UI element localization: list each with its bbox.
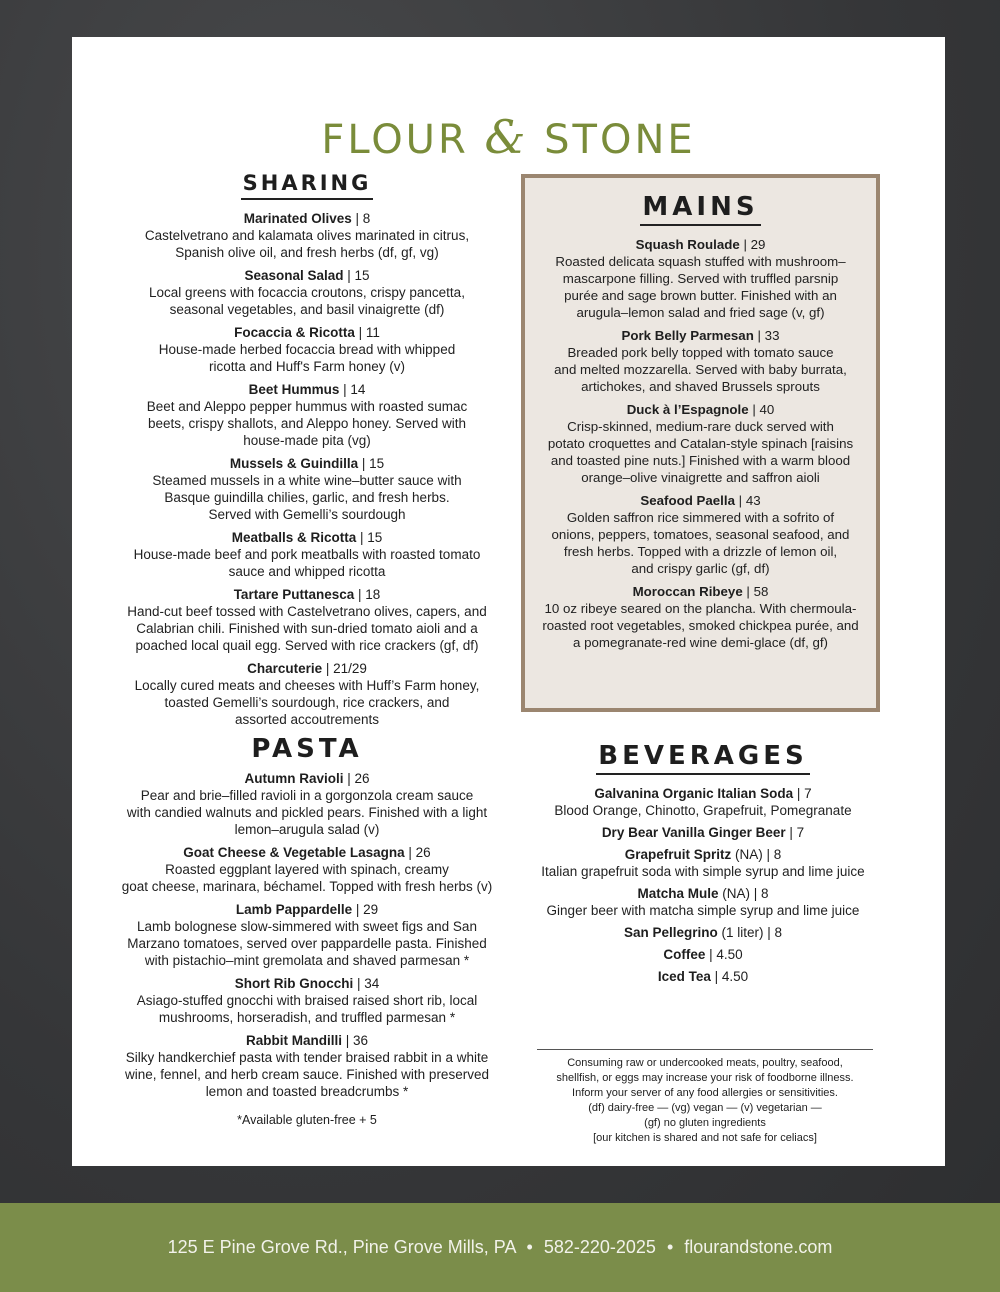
footer-separator: • (666, 1237, 674, 1257)
menu-item (528, 785, 878, 819)
menu-item-header (114, 529, 500, 546)
menu-item-price: | 40 (752, 402, 775, 417)
mains-list (525, 236, 876, 651)
menu-item (528, 885, 878, 919)
menu-item (114, 586, 500, 654)
menu-item-description-line: Basque guindilla chilies, garlic, and fresh herbs. (164, 490, 450, 505)
menu-item (114, 660, 500, 728)
menu-item (114, 324, 500, 375)
menu-item-description-line: Served with Gemelli’s sourdough (208, 507, 406, 522)
menu-item-description-line: goat cheese, marinara, béchamel. Topped with fresh herbs (v) (121, 879, 493, 894)
menu-item-description-line: Hand-cut beef tossed with Castelvetrano olives, capers, and (127, 604, 487, 619)
menu-item-name: Tartare Puttanesca (233, 587, 355, 602)
menu-item-description-line: potato croquettes and Catalan-style spinach [raisins (547, 436, 854, 451)
mains-section (521, 174, 880, 712)
menu-item-name: Autumn Ravioli (244, 771, 344, 786)
beverages-section (528, 741, 878, 990)
menu-item-description-line: orange–olive vinaigrette and saffron aioli (581, 470, 820, 485)
menu-item-price: | 15 (360, 530, 383, 545)
menu-item-price: | 15 (347, 268, 370, 283)
brand-logo (72, 110, 945, 164)
menu-item-description-line: 10 oz ribeye seared on the plancha. With chermoula- (544, 601, 857, 616)
menu-page (72, 37, 945, 1166)
menu-item-name: Moroccan Ribeye (632, 584, 743, 599)
menu-item-price: | 7 (796, 786, 812, 801)
menu-item-header (528, 924, 878, 941)
menu-item (114, 770, 500, 838)
menu-item-description-line: purée and sage brown butter. Finished with an (564, 288, 837, 303)
menu-item-price: | 18 (358, 587, 381, 602)
menu-item-description-line: Italian grapefruit soda with simple syrup and lime juice (541, 864, 865, 879)
menu-item-description-line: Pear and brie–filled ravioli in a gorgonzola cream sauce (140, 788, 474, 803)
menu-item-description-line: Locally cured meats and cheeses with Huff’s Farm honey, (134, 678, 480, 693)
menu-item-header (528, 885, 878, 902)
menu-item (114, 844, 500, 895)
menu-item-description-line: beets, crispy shallots, and Aleppo honey. Served with (148, 416, 466, 431)
menu-item-header (528, 946, 878, 963)
footer-separator: • (526, 1237, 533, 1257)
menu-item-header (525, 401, 876, 418)
menu-item-description-line: Blood Orange, Chinotto, Grapefruit, Pomegranate (554, 803, 852, 818)
menu-item-name: Focaccia & Ricotta (234, 325, 355, 340)
beverages-title: BEVERAGES (596, 741, 809, 775)
menu-item-description-line: lemon–arugula salad (v) (234, 822, 380, 837)
menu-item-description-line: Calabrian chili. Finished with sun-dried tomato aioli and a (136, 621, 478, 636)
menu-item-description-line: seasonal vegetables, and basil vinaigrette (df) (169, 302, 445, 317)
menu-item (525, 236, 876, 321)
menu-item-description-line: mushrooms, horseradish, and truffled parmesan * (158, 1010, 456, 1025)
menu-item-description-line: with pistachio–mint gremolata and shaved parmesan * (144, 953, 470, 968)
menu-item (528, 968, 878, 985)
menu-item-header (114, 267, 500, 284)
menu-item-name: Coffee (663, 947, 706, 962)
menu-item-description-line: and toasted pine nuts.] Finished with a warm blood (550, 453, 851, 468)
menu-item-name: Short Rib Gnocchi (234, 976, 354, 991)
menu-item-description-line: a pomegranate-red wine demi-glace (df, gf) (573, 635, 828, 650)
menu-item-description-line: Crisp-skinned, medium-rare duck served with (567, 419, 834, 434)
menu-item-description-line: and melted mozzarella. Served with baby burrata, (554, 362, 847, 377)
disclaimer-line: Consuming raw or undercooked meats, poultry, seafood, (567, 1057, 843, 1069)
menu-item-description-line: assorted accoutrements (234, 712, 380, 727)
menu-item-description-line: toasted Gemelli’s sourdough, rice crackers, and (164, 695, 450, 710)
menu-item-description-line: Ginger beer with matcha simple syrup and lime juice (546, 903, 860, 918)
disclaimer-line: Inform your server of any food allergies or sensitivities. (572, 1087, 838, 1099)
menu-item (528, 846, 878, 880)
menu-item-name: Duck à l’Espagnole (626, 402, 749, 417)
pasta-list (114, 770, 500, 1100)
menu-item-header (114, 324, 500, 341)
menu-item (525, 583, 876, 651)
mains-title: MAINS (640, 192, 760, 226)
footer-phone[interactable]: 582-220-2025 (543, 1237, 656, 1257)
menu-item-description-line: poached local quail egg. Served with rice crackers (gf, df) (135, 638, 479, 653)
allergy-disclaimer (537, 1049, 873, 1146)
menu-item-name: Squash Roulade (635, 237, 740, 252)
menu-item-description-line: Steamed mussels in a white wine–butter sauce with (152, 473, 462, 488)
menu-item-description-line: Marzano tomatoes, served over pappardelle pasta. Finished (127, 936, 487, 951)
menu-item-name: Meatballs & Ricotta (231, 530, 357, 545)
menu-item-description-line: artichokes, and shaved Brussels sprouts (581, 379, 820, 394)
menu-item (528, 924, 878, 941)
menu-item-name: Beet Hummus (248, 382, 340, 397)
menu-item-description-line: House-made beef and pork meatballs with roasted tomato (133, 547, 481, 562)
menu-item-header (114, 210, 500, 227)
sharing-section (114, 170, 500, 728)
menu-item-name: Pork Belly Parmesan (621, 328, 754, 343)
menu-item-name: San Pellegrino (623, 925, 718, 940)
menu-item-header (114, 844, 500, 861)
menu-item-price: | 8 (753, 886, 769, 901)
menu-item-price: | 7 (789, 825, 805, 840)
menu-item (114, 901, 500, 969)
menu-item-description-line: roasted root vegetables, smoked chickpea purée, and (542, 618, 859, 633)
menu-item-description-line: and crispy garlic (gf, df) (631, 561, 770, 576)
menu-item-name: Seafood Paella (640, 493, 735, 508)
brand-name-left: FLOUR (321, 117, 469, 163)
menu-item-description-line: Roasted eggplant layered with spinach, creamy (165, 862, 449, 877)
disclaimer-line: shellfish, or eggs may increase your risk of foodborne illness. (556, 1072, 854, 1084)
menu-item-price: | 14 (343, 382, 366, 397)
menu-item-name: Grapefruit Spritz (624, 847, 732, 862)
menu-item-description-line: Local greens with focaccia croutons, crispy pancetta, (149, 285, 465, 300)
menu-item-header (114, 455, 500, 472)
menu-item (114, 381, 500, 449)
footer-website-link[interactable]: flourandstone.com (684, 1237, 833, 1257)
menu-item-description-line: Asiago-stuffed gnocchi with braised raised short rib, local (136, 993, 478, 1008)
menu-item-description-line: Spanish olive oil, and fresh herbs (df, gf, vg) (175, 245, 439, 260)
menu-item (114, 529, 500, 580)
menu-item-name: Goat Cheese & Vegetable Lasagna (183, 845, 405, 860)
menu-item-price: | 29 (743, 237, 766, 252)
menu-item-note: (NA) (718, 886, 750, 901)
menu-item-price: | 4.50 (709, 947, 743, 962)
menu-item (114, 975, 500, 1026)
menu-item-description-line: fresh herbs. Topped with a drizzle of lemon oil, (563, 544, 838, 559)
gluten-free-footnote: *Available gluten-free + 5 (237, 1113, 377, 1127)
menu-item (114, 455, 500, 523)
menu-item-name: Iced Tea (657, 969, 711, 984)
menu-item-description-line: mascarpone filling. Served with truffled parsnip (562, 271, 839, 286)
menu-item-header (525, 236, 876, 253)
brand-ampersand: & (484, 110, 529, 164)
menu-item (528, 946, 878, 963)
sharing-title: SHARING (241, 170, 374, 200)
footer-address: 125 E Pine Grove Rd., Pine Grove Mills, PA (167, 1237, 516, 1257)
menu-item-header (528, 824, 878, 841)
contact-footer (0, 1203, 1000, 1292)
menu-item-name: Galvanina Organic Italian Soda (594, 786, 794, 801)
menu-item-note: (NA) (731, 847, 763, 862)
menu-item-header (528, 968, 878, 985)
menu-item-description-line: Roasted delicata squash stuffed with mushroom– (555, 254, 846, 269)
menu-item-description-line: Beet and Aleppo pepper hummus with roasted sumac (146, 399, 468, 414)
menu-item (114, 267, 500, 318)
menu-item-header (525, 492, 876, 509)
menu-item-description-line: lemon and toasted breadcrumbs * (205, 1084, 409, 1099)
menu-item (525, 492, 876, 577)
menu-item-name: Seasonal Salad (244, 268, 344, 283)
menu-item-price: | 36 (345, 1033, 369, 1048)
menu-item-description-line: Silky handkerchief pasta with tender braised rabbit in a white (125, 1050, 489, 1065)
menu-item-name: Rabbit Mandilli (245, 1033, 342, 1048)
dietary-legend-line: (df) dairy-free — (vg) vegan — (v) vegetarian — (588, 1102, 822, 1114)
menu-item (525, 327, 876, 395)
menu-item-price: | 29 (355, 902, 379, 917)
menu-item-price: | 33 (757, 328, 780, 343)
menu-item-price: | 26 (347, 771, 370, 786)
menu-item-description-line: Lamb bolognese slow-simmered with sweet figs and San (137, 919, 477, 934)
menu-item-header (525, 327, 876, 344)
menu-item-note: (1 liter) (717, 925, 764, 940)
menu-item (528, 824, 878, 841)
sharing-list (114, 210, 500, 728)
menu-item-name: Dry Bear Vanilla Ginger Beer (601, 825, 786, 840)
menu-item (525, 401, 876, 486)
menu-item-header (114, 586, 500, 603)
menu-item-header (114, 770, 500, 787)
menu-item-description-line: onions, peppers, tomatoes, seasonal seafood, and (551, 527, 850, 542)
menu-item-price: | 43 (738, 493, 761, 508)
menu-item-description-line: wine, fennel, and herb cream sauce. Finished with preserved (125, 1067, 489, 1082)
menu-item-header (528, 785, 878, 802)
left-column (114, 170, 500, 1128)
menu-item (114, 210, 500, 261)
menu-item-price: | 4.50 (714, 969, 749, 984)
dietary-legend-line: (gf) no gluten ingredients (644, 1117, 766, 1129)
menu-item-price: | 21/29 (325, 661, 367, 676)
menu-item-header (528, 846, 878, 863)
menu-item-price: | 58 (746, 584, 769, 599)
menu-item-price: | 8 (766, 847, 782, 862)
pasta-title: PASTA (251, 734, 363, 764)
menu-item-price: | 8 (355, 211, 371, 226)
pasta-section (114, 734, 500, 1128)
menu-item-description-line: Golden saffron rice simmered with a sofrito of (566, 510, 835, 525)
menu-item-description-line: with candied walnuts and pickled pears. Finished with a light (126, 805, 488, 820)
menu-item-name: Charcuterie (247, 661, 323, 676)
menu-item-name: Mussels & Guindilla (229, 456, 359, 471)
menu-item-description-line: arugula–lemon salad and fried sage (v, gf) (576, 305, 825, 320)
menu-item-header (114, 1032, 500, 1049)
menu-item-price: | 34 (357, 976, 380, 991)
menu-item-name: Marinated Olives (243, 211, 352, 226)
menu-item-header (114, 901, 500, 918)
menu-item-header (114, 660, 500, 677)
beverages-list (528, 785, 878, 985)
menu-item (114, 1032, 500, 1100)
menu-item-header (114, 381, 500, 398)
menu-item-price: | 26 (408, 845, 431, 860)
menu-item-description-line: sauce and whipped ricotta (228, 564, 386, 579)
menu-item-header (525, 583, 876, 600)
celiac-warning: [our kitchen is shared and not safe for celiacs] (593, 1132, 817, 1144)
menu-item-description-line: Breaded pork belly topped with tomato sauce (567, 345, 834, 360)
menu-item-price: | 11 (358, 325, 380, 340)
menu-item-price: | 8 (767, 925, 783, 940)
menu-item-name: Matcha Mule (637, 886, 719, 901)
menu-item-price: | 15 (361, 456, 385, 471)
menu-item-description-line: ricotta and Huff's Farm honey (v) (209, 359, 405, 374)
menu-item-header (114, 975, 500, 992)
menu-item-description-line: house-made pita (vg) (243, 433, 371, 448)
menu-item-description-line: House-made herbed focaccia bread with whipped (158, 342, 456, 357)
menu-item-description-line: Castelvetrano and kalamata olives marinated in citrus, (144, 228, 470, 243)
brand-name-right: STONE (544, 117, 696, 163)
menu-item-name: Lamb Pappardelle (235, 902, 353, 917)
